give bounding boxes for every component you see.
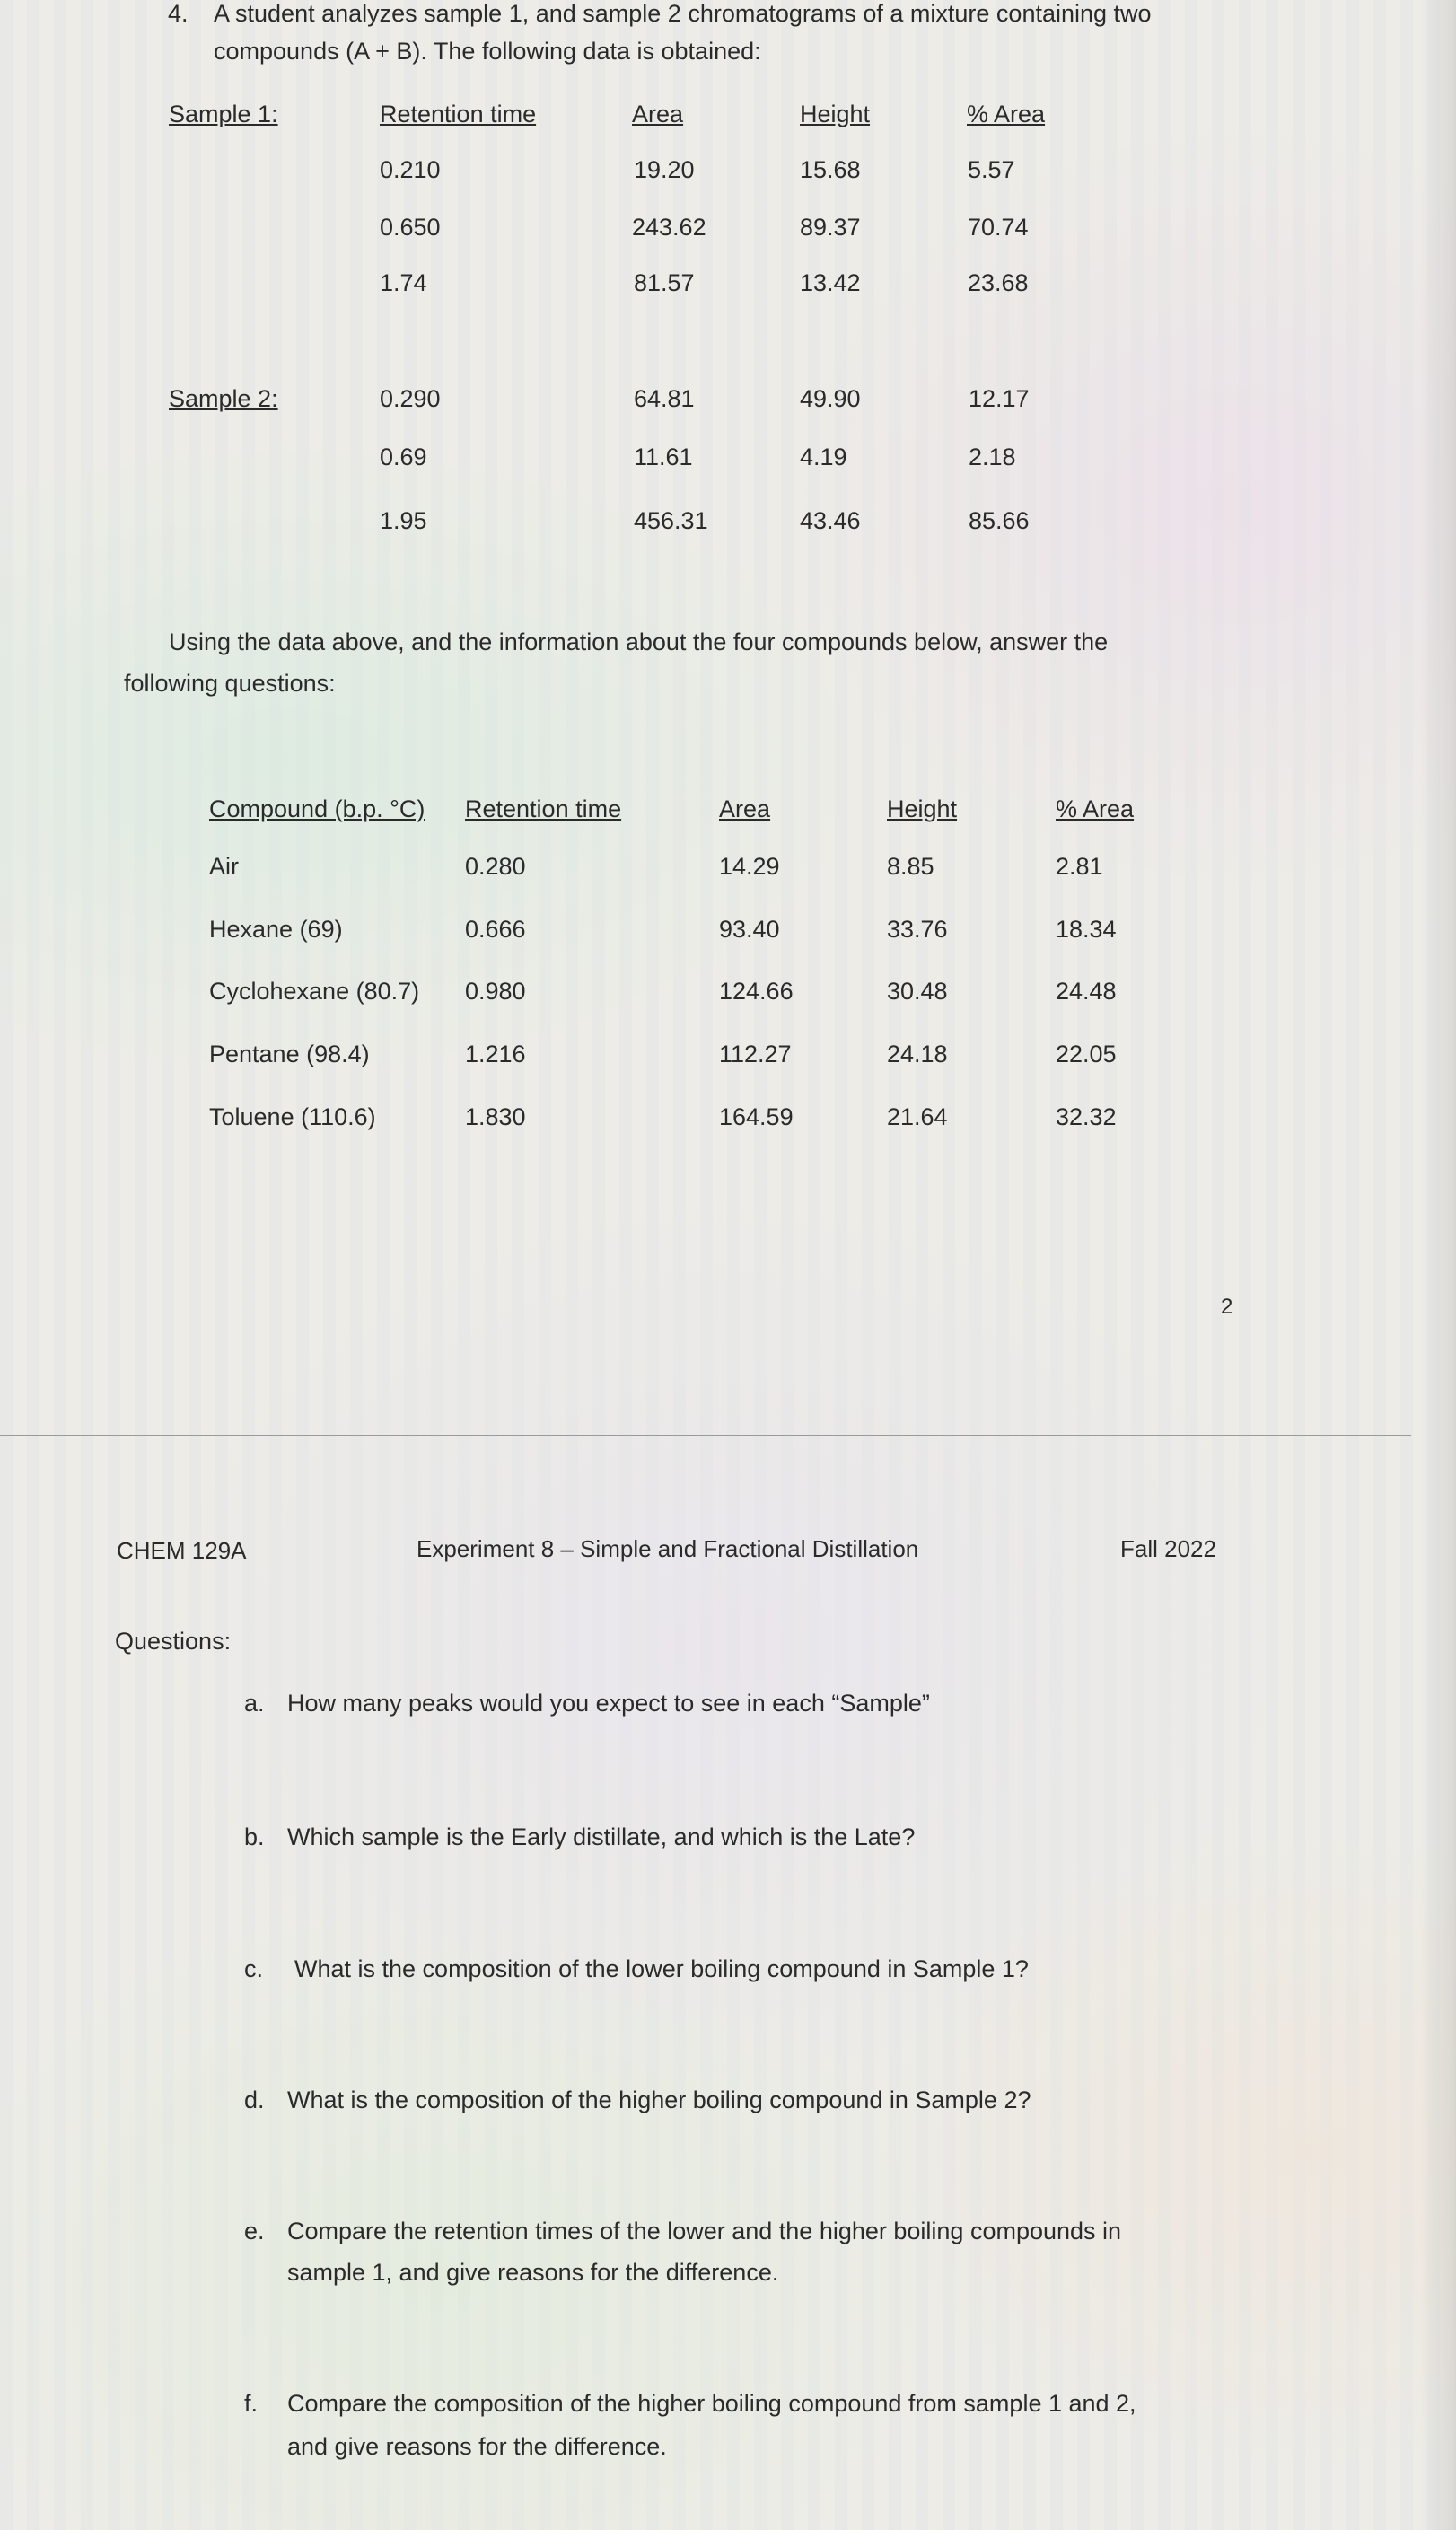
page-number: 2 (1221, 1295, 1233, 1319)
instructions-line-1: Using the data above, and the information about the four compounds below, answer the (169, 628, 1109, 655)
cell-compound: Cyclohexane (80.7) (209, 978, 420, 1005)
cell-area: 81.57 (634, 269, 695, 296)
question-text: How many peaks would you expect to see in each “Sample” (287, 1690, 930, 1717)
question-text: What is the composition of the higher boiling compound in Sample 2? (287, 2086, 1031, 2113)
cell-percent-area: 2.18 (969, 444, 1016, 470)
question-letter: c. (244, 1955, 264, 1982)
header-sample-1: Sample 1: (169, 101, 278, 127)
cell-height: 13.42 (800, 269, 861, 296)
cell-retention-time: 0.290 (380, 385, 441, 412)
cell-retention-time: 0.69 (380, 444, 427, 470)
experiment-title: Experiment 8 – Simple and Fractional Distillation (417, 1535, 919, 1562)
cell-height: 4.19 (800, 444, 847, 470)
question-text: and give reasons for the difference. (287, 2433, 667, 2460)
header-height: Height (800, 101, 871, 127)
question-text: Compare the composition of the higher boiling compound from sample 1 and 2, (287, 2390, 1136, 2417)
cell-height: 21.64 (887, 1103, 948, 1130)
question-letter: b. (244, 1823, 265, 1850)
cell-area: 112.27 (719, 1041, 792, 1067)
cell-percent-area: 2.81 (1056, 853, 1103, 880)
header-percent-area: % Area (1056, 795, 1135, 822)
cell-area: 14.29 (719, 853, 780, 880)
cell-height: 24.18 (887, 1041, 948, 1067)
header-height: Height (887, 795, 958, 822)
cell-height: 30.48 (887, 978, 948, 1005)
cell-height: 8.85 (887, 853, 934, 880)
cell-retention-time: 0.666 (465, 916, 526, 943)
sample-2-label: Sample 2: (169, 385, 278, 412)
cell-retention-time: 0.280 (465, 853, 526, 880)
header-percent-area: % Area (967, 101, 1046, 127)
cell-area: 19.20 (634, 156, 695, 183)
cell-area: 64.81 (634, 385, 695, 412)
question-letter: f. (244, 2390, 259, 2417)
cell-retention-time: 0.980 (465, 978, 526, 1005)
cell-retention-time: 1.216 (465, 1041, 526, 1067)
header-area: Area (632, 101, 684, 127)
question-letter: e. (244, 2218, 265, 2244)
course-code: CHEM 129A (117, 1537, 247, 1564)
question-text: sample 1, and give reasons for the difference. (287, 2259, 779, 2286)
cell-height: 33.76 (887, 916, 948, 943)
question-letter: a. (244, 1690, 265, 1717)
cell-retention-time: 1.95 (380, 507, 427, 534)
cell-area: 456.31 (634, 507, 708, 534)
question-text: What is the composition of the lower boiling compound in Sample 1? (294, 1955, 1029, 1982)
cell-area: 11.61 (634, 444, 693, 470)
cell-compound: Hexane (69) (209, 916, 343, 943)
page-edge-shadow (1420, 0, 1456, 2530)
instructions-line-2: following questions: (124, 670, 336, 697)
header-compound: Compound (b.p. °C) (209, 795, 425, 822)
header-retention-time: Retention time (380, 101, 537, 127)
cell-area: 243.62 (632, 214, 706, 241)
cell-compound: Air (209, 853, 239, 880)
cell-area: 93.40 (719, 916, 780, 943)
cell-percent-area: 18.34 (1056, 916, 1117, 943)
questions-heading: Questions: (115, 1628, 232, 1655)
cell-retention-time: 0.210 (380, 156, 441, 183)
header-retention-time: Retention time (465, 795, 622, 822)
cell-retention-time: 1.74 (380, 269, 427, 296)
cell-area: 164.59 (719, 1103, 794, 1130)
cell-percent-area: 24.48 (1056, 978, 1117, 1005)
cell-compound: Pentane (98.4) (209, 1041, 370, 1067)
question-letter: d. (244, 2086, 265, 2113)
cell-height: 15.68 (800, 156, 861, 183)
cell-area: 124.66 (719, 978, 794, 1005)
question-text-line-2: compounds (A + B). The following data is obtained: (214, 38, 761, 65)
cell-height: 49.90 (800, 385, 861, 412)
cell-percent-area: 23.68 (968, 269, 1029, 296)
cell-percent-area: 70.74 (968, 214, 1029, 241)
cell-retention-time: 0.650 (380, 214, 441, 241)
header-area: Area (719, 795, 771, 822)
cell-percent-area: 85.66 (969, 507, 1030, 534)
cell-retention-time: 1.830 (465, 1103, 526, 1130)
term: Fall 2022 (1120, 1535, 1216, 1562)
question-text-line-1: A student analyzes sample 1, and sample 2 chromatograms of a mixture containing two (214, 0, 1152, 27)
cell-percent-area: 12.17 (969, 385, 1030, 412)
cell-height: 43.46 (800, 507, 861, 534)
cell-percent-area: 22.05 (1056, 1041, 1117, 1067)
question-text: Which sample is the Early distillate, and which is the Late? (287, 1823, 916, 1850)
question-number: 4. (168, 0, 189, 27)
cell-percent-area: 5.57 (968, 156, 1015, 183)
cell-height: 89.37 (800, 214, 861, 241)
page-divider (0, 1435, 1411, 1436)
cell-percent-area: 32.32 (1056, 1103, 1117, 1130)
question-text: Compare the retention times of the lower and the higher boiling compounds in (287, 2218, 1122, 2244)
cell-compound: Toluene (110.6) (209, 1103, 376, 1130)
